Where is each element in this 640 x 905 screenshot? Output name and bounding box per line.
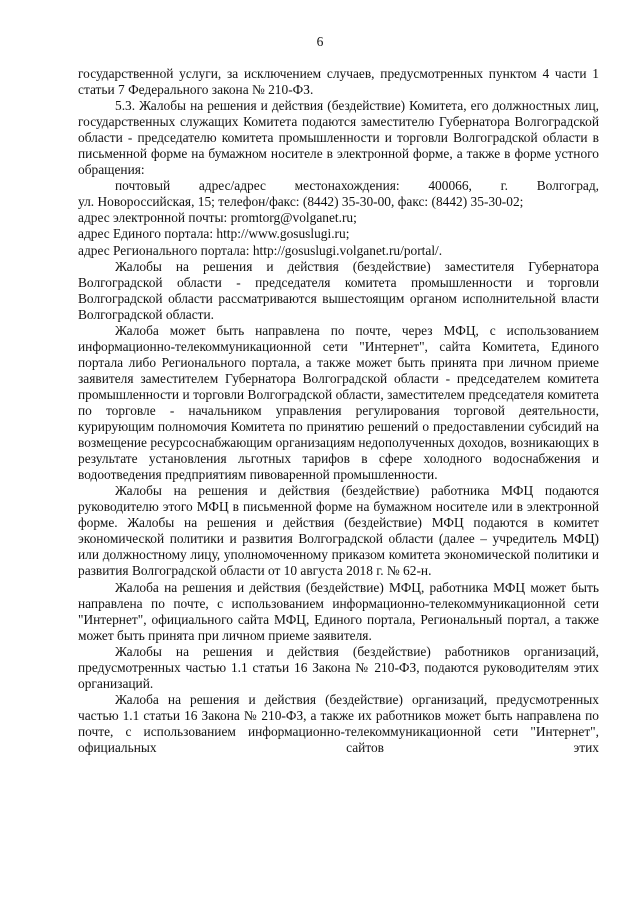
page-number: 6 — [316, 34, 324, 49]
regional-portal-line: адрес Регионального портала: http://gosuslugi.volganet.ru/portal/. — [78, 242, 443, 258]
document-body — [78, 66, 599, 756]
email-address-line: адрес электронной почты: promtorg@volganet.ru; — [78, 210, 357, 226]
paragraph-complaint-channels: Жалоба может быть направлена по почте, через МФЦ, с использованием информационно-телекоммуникационной сети "Интернет", сайта Комитета, Единого портала либо Регионального портала, а также может быть принята при личном приеме заявителя заместителем Губернатора Волгоградской области - председателем комитета промышленности и торговли Волгоградской области, заместителем председателя комитета по торговле - начальником управления регулирования торговой деятельности, курирующим полномочия Комитета по принятию решений о предоставлении субсидий на возмещение ресурсоснабжающим организациям недополученных доходов, возникающих в результате установления льготных тарифов в сфере холодного водоснабжения и водоотведения предприятиям пивоваренной промышленности. — [78, 322, 599, 483]
paragraph-organization-complaints: Жалоба на решения и действия (бездействие) организаций, предусмотренных частью 1.1 статьи 16 Закона № 210-ФЗ, а также их работников может быть направлена по почте, с использованием информационно-телекоммуникационной сети "Интернет", официальных сайтов этих — [78, 691, 599, 755]
postal-address-line: почтовый адрес/адрес местонахождения: 400066, г. Волгоград, — [115, 178, 599, 194]
paragraph-mfc-employee-complaints: Жалобы на решения и действия (бездействие) работника МФЦ подаются руководителю этого МФЦ в письменной форме на бумажном носителе или в электронной форме. Жалобы на решения и действия (бездействие) МФЦ подаются в комитет экономической политики и развития Волгоградской области (далее – учредитель МФЦ) или должностному лицу, уполномоченному приказом комитета экономической политики и развития Волгоградской области от 10 августа 2018 г. № 62-н. — [78, 483, 599, 579]
paragraph-deputy-complaints: Жалобы на решения и действия (бездействие) заместителя Губернатора Волгоградской области - председателя комитета промышленности и торговли Волгоградской области рассматриваются вышестоящим органом исполнительной власти Волгоградской области. — [78, 258, 599, 322]
unified-portal-line: адрес Единого портала: http://www.gosuslugi.ru; — [78, 226, 350, 242]
paragraph-5-3: 5.3. Жалобы на решения и действия (бездействие) Комитета, его должностных лиц, государственных служащих Комитета подаются заместителю Губернатора Волгоградской области - председателю комитета промышленности и торговли Волгоградской области в письменной форме на бумажном носителе в электронной форме, а также в форме устного обращения: — [78, 98, 599, 178]
street-phone-line: ул. Новороссийская, 15; телефон/факс: (8442) 35-30-00, факс: (8442) 35-30-02; — [78, 194, 524, 210]
paragraph-organization-employees: Жалобы на решения и действия (бездействие) работников организаций, предусмотренных частью 1.1 статьи 16 Закона № 210-ФЗ, подаются руководителям этих организаций. — [78, 643, 599, 691]
paragraph-mfc-complaint-channels: Жалоба на решения и действия (бездействие) МФЦ, работника МФЦ может быть направлена по почте, с использованием информационно-телекоммуникационной сети "Интернет", официального сайта МФЦ, Единого портала, Региональный портал, а также может быть принята при личном приеме заявителя. — [78, 579, 599, 643]
paragraph-continuation: государственной услуги, за исключением случаев, предусмотренных пунктом 4 части 1 статьи 7 Федерального закона № 210-ФЗ. — [78, 66, 599, 98]
